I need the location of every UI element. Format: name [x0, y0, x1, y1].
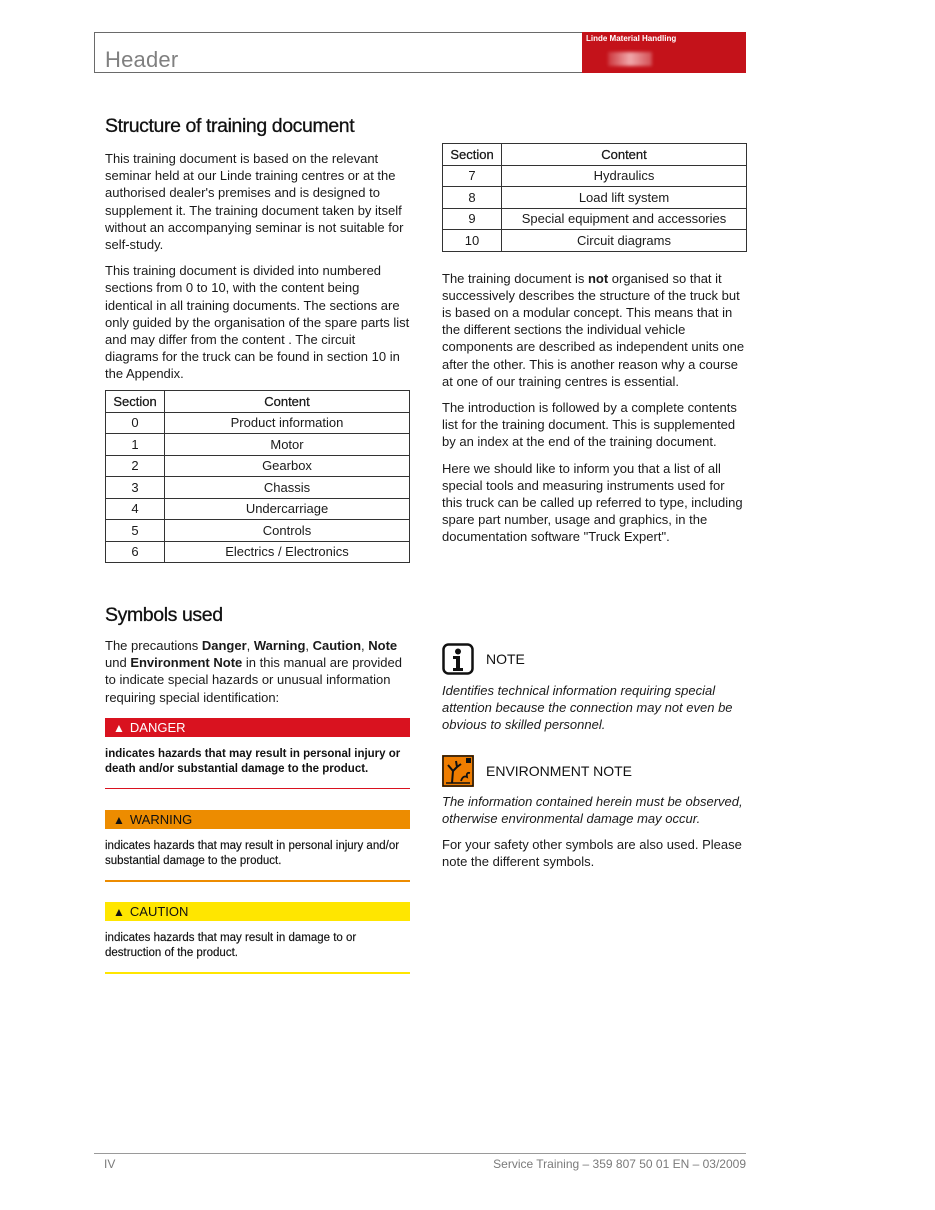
cell-section: 3	[106, 477, 165, 499]
symbols-intro	[105, 637, 410, 706]
cell-content: Motor	[165, 434, 410, 456]
cell-section: 7	[443, 165, 502, 187]
cell-content: Load lift system	[502, 187, 747, 209]
table-row	[443, 165, 747, 187]
brand-name: Linde Material Handling	[586, 34, 677, 43]
cell-content: Controls	[165, 520, 410, 542]
right-para-3: Here we should like to inform you that a list of all special tools and measuring instruments used for this truck can be called up referred to type, including spare part number, usage and graphics, in the documentation software "Truck Expert".	[442, 460, 743, 545]
symbols-left-column	[105, 604, 410, 715]
danger-block	[105, 718, 410, 789]
section-table-left-wrap	[105, 390, 410, 563]
table-row	[106, 477, 410, 499]
warning-label: WARNING	[129, 812, 193, 827]
cell-content: Gearbox	[165, 455, 410, 477]
section-table-left	[105, 390, 410, 563]
cell-section: 10	[443, 230, 502, 252]
cell-content: Hydraulics	[502, 165, 747, 187]
structure-heading: Structure of training document	[105, 115, 355, 137]
cell-section: 4	[106, 498, 165, 520]
structure-right-column	[442, 143, 747, 555]
right-para-1-bold: not	[587, 270, 609, 286]
intro-rest: in this manual are provided to indicate special hazards or unusual information requiring special identification:	[105, 655, 402, 705]
environment-label: ENVIRONMENT NOTE	[486, 762, 632, 779]
warning-triangle-icon: ▲	[113, 721, 125, 735]
right-para-1-pre: The training document is	[442, 270, 588, 286]
cell-section: 1	[106, 434, 165, 456]
col-header-content: Content	[502, 144, 747, 166]
symbols-right-column	[442, 643, 747, 879]
intro-sep-3: ,	[361, 638, 365, 653]
caution-bar	[105, 902, 410, 921]
brand-block	[582, 32, 746, 73]
danger-label: DANGER	[129, 720, 186, 735]
intro-und: und	[105, 655, 131, 671]
intro-sep-2: ,	[305, 638, 313, 653]
symbols-heading: Symbols used	[105, 604, 223, 626]
cell-content: Product information	[165, 412, 410, 434]
caution-block	[105, 902, 410, 974]
intro-note: Note	[368, 638, 398, 653]
cell-section: 6	[106, 541, 165, 563]
page-header	[94, 32, 746, 73]
warning-triangle-icon: ▲	[113, 813, 125, 827]
right-para-1	[442, 270, 747, 390]
structure-para-2: This training document is divided into numbered sections from 0 to 10, with the content being identical in all training documents. The sections are only guided by the organisation of the spare parts list and may differ from the content . The circuit diagrams for the truck can be found in section 10 in the Appendix.	[105, 263, 410, 382]
right-para-2: The introduction is followed by a complete contents list for the training document. This is supplemented by an index at the end of the training document.	[442, 399, 737, 450]
cell-section: 9	[443, 208, 502, 230]
col-header-content: Content	[165, 391, 410, 413]
structure-para-1: This training document is based on the relevant seminar held at our Linde training centres or at the authorised dealer's premises and is designed to supplement it. The training document taken by itself without an accompanying seminar is not suitable for self-study.	[105, 151, 404, 253]
note-row	[442, 643, 747, 675]
table-row	[106, 541, 410, 563]
table-row	[106, 455, 410, 477]
caution-label: CAUTION	[129, 904, 189, 919]
cell-section: 8	[443, 187, 502, 209]
warning-block	[105, 810, 410, 882]
caution-text: indicates hazards that may result in damage to or destruction of the product.	[105, 932, 357, 959]
danger-rule	[105, 788, 410, 789]
footer-rule	[94, 1153, 746, 1154]
table-row	[443, 187, 747, 209]
intro-caution: Caution	[312, 638, 362, 653]
intro-sep-1: ,	[246, 638, 254, 653]
note-label: NOTE	[486, 651, 525, 667]
cell-content: Circuit diagrams	[502, 230, 747, 252]
right-para-1-post: organised so that it successively describes the structure of the truck but is based on a modular concept. This means that in the different sections the individual vehicle components are described as independent units one after the other. This is another reason why a course at one of our training centres is essential.	[442, 270, 745, 389]
table-row	[106, 434, 410, 456]
brand-logo-icon	[608, 52, 652, 66]
warning-bar	[105, 810, 410, 829]
table-row	[106, 412, 410, 434]
structure-left-column	[105, 115, 410, 392]
warning-triangle-icon: ▲	[113, 905, 125, 919]
table-row	[106, 520, 410, 542]
environment-icon	[442, 755, 474, 787]
table-row	[443, 230, 747, 252]
col-header-section: Section	[106, 391, 165, 413]
note-text: Identifies technical information requiring special attention because the connection may not even be obvious to skilled personnel.	[442, 683, 733, 733]
intro-text-1: The precautions	[105, 638, 202, 653]
table-row	[106, 498, 410, 520]
page-number: IV	[104, 1157, 116, 1171]
warning-rule	[105, 880, 410, 882]
symbols-closing: For your safety other symbols are also used. Please note the different symbols.	[442, 837, 742, 870]
cell-section: 0	[106, 412, 165, 434]
cell-section: 2	[106, 455, 165, 477]
caution-rule	[105, 972, 410, 974]
table-header-row	[443, 144, 747, 166]
intro-warning: Warning	[253, 638, 306, 653]
cell-content: Undercarriage	[165, 498, 410, 520]
header-title: Header	[105, 47, 179, 72]
danger-text: indicates hazards that may result in personal injury or death and/or substantial damage to the product.	[105, 748, 401, 775]
danger-bar	[105, 718, 410, 737]
cell-content: Chassis	[165, 477, 410, 499]
col-header-section: Section	[443, 144, 502, 166]
section-table-right	[442, 143, 747, 252]
intro-danger: Danger	[201, 638, 247, 653]
environment-text: The information contained herein must be observed, otherwise environmental damage may occur.	[442, 793, 743, 826]
warning-text: indicates hazards that may result in personal injury and/or substantial damage to the product.	[105, 840, 400, 867]
info-note-icon	[442, 643, 474, 675]
environment-row	[442, 755, 747, 787]
table-row	[443, 208, 747, 230]
intro-env: Environment Note	[130, 655, 243, 671]
cell-content: Special equipment and accessories	[502, 208, 747, 230]
cell-content: Electrics / Electronics	[165, 541, 410, 563]
document-id: Service Training – 359 807 50 01 EN – 03/2009	[493, 1157, 746, 1171]
table-header-row	[106, 391, 410, 413]
cell-section: 5	[106, 520, 165, 542]
